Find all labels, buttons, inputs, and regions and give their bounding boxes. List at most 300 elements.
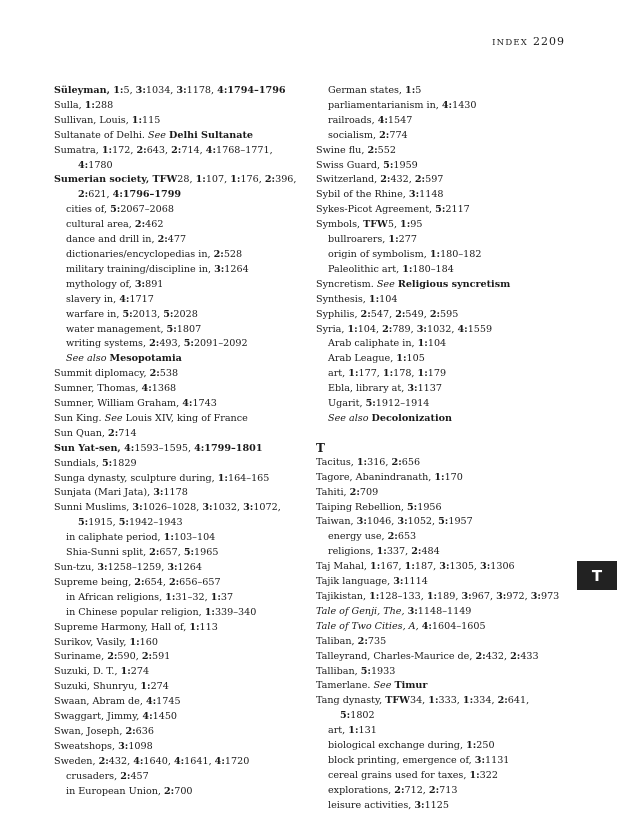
entry-text: 1912–1914 xyxy=(375,398,430,410)
entry-text: 891 xyxy=(145,278,164,290)
entry-text: 167, xyxy=(380,561,405,573)
entry-text: 547, xyxy=(370,308,396,320)
entry-text: 1957 xyxy=(448,516,473,528)
entry-text: Delhi Sultanate xyxy=(169,129,253,141)
entry-text: parliamentarianism in, xyxy=(328,99,442,111)
index-entry xyxy=(54,412,304,427)
entry-text: 177, xyxy=(358,368,383,380)
index-entry xyxy=(316,575,566,590)
entry-text: 164–165 xyxy=(227,472,270,484)
entry-text: 774 xyxy=(389,129,408,141)
index-entry xyxy=(54,710,304,725)
entry-text: 653 xyxy=(397,531,417,543)
entry-text: Tahiti, xyxy=(316,486,350,498)
entry-text: explorations, xyxy=(328,784,395,796)
index-subentry xyxy=(316,397,566,412)
entry-text: 3: xyxy=(176,85,187,96)
entry-text: military training/discipline in, xyxy=(66,263,215,275)
entry-text: 104 xyxy=(379,293,398,305)
entry-text: Tale of Genji, The, xyxy=(316,605,408,617)
entry-text: 5: xyxy=(407,501,418,513)
index-subentry xyxy=(54,308,304,323)
entry-text: 3: xyxy=(414,799,425,811)
index-entry xyxy=(316,605,566,620)
entry-text: 1098 xyxy=(128,740,153,752)
entry-text: 714 xyxy=(118,427,137,439)
entry-text: 1: xyxy=(382,368,394,380)
entry-text: Sunjata (Mari Jata), xyxy=(54,487,154,499)
entry-text: 3: xyxy=(153,487,164,499)
entry-text: 4: xyxy=(457,323,468,335)
entry-text: 1264 xyxy=(177,562,202,573)
entry-text: Sumerian society, TFW xyxy=(54,174,178,186)
entry-text: 1: xyxy=(405,85,416,96)
index-entry xyxy=(316,278,566,293)
entry-text: Tacitus, xyxy=(316,456,357,468)
entry-text: 3: xyxy=(496,591,507,602)
index-subentry xyxy=(316,352,566,367)
entry-text: religions, xyxy=(328,546,377,558)
entry-text: Summit diplomacy, xyxy=(54,368,150,380)
entry-text: 432, xyxy=(485,650,511,662)
entry-text: 1559 xyxy=(467,323,493,335)
entry-text: 2: xyxy=(171,144,182,156)
entry-text: energy use, xyxy=(328,531,388,543)
index-entry xyxy=(316,486,566,501)
entry-text: 1: xyxy=(140,681,151,693)
entry-text: Sweden, xyxy=(54,755,99,767)
entry-text: Suzuki, D. T., xyxy=(54,666,121,678)
entry-text: 1450 xyxy=(152,711,178,723)
entry-text: 2: xyxy=(168,576,180,588)
entry-text: 2117 xyxy=(445,204,470,216)
index-subentry xyxy=(54,591,304,606)
entry-text: 1: xyxy=(120,666,131,678)
index-entry xyxy=(316,323,566,338)
entry-text: 1114 xyxy=(403,576,428,588)
entry-text: in African religions, xyxy=(66,591,166,603)
index-subentry xyxy=(316,129,566,144)
entry-text: 2: xyxy=(108,427,119,439)
index-entry xyxy=(54,457,304,472)
entry-text: art, xyxy=(328,725,349,737)
entry-text: 1: xyxy=(462,695,474,707)
entry-text: 3: xyxy=(202,502,213,514)
index-entry xyxy=(316,188,566,203)
entry-text: Suriname, xyxy=(54,651,108,663)
index-subentry xyxy=(316,784,566,799)
entry-text: 1: xyxy=(376,546,387,558)
index-entry xyxy=(316,635,566,650)
entry-text: 4: xyxy=(124,442,135,454)
index-subentry xyxy=(316,248,566,263)
index-entry xyxy=(54,114,304,129)
index-entry xyxy=(316,159,566,174)
entry-text: 5: xyxy=(340,710,351,722)
entry-text: 113 xyxy=(199,621,218,633)
index-subentry xyxy=(316,382,566,397)
entry-text: 5: xyxy=(122,308,133,320)
entry-text: 5: xyxy=(118,517,129,529)
entry-text: Swaan, Abram de, xyxy=(54,696,146,708)
running-head xyxy=(492,35,565,48)
index-entry xyxy=(54,397,304,412)
entry-text: 277 xyxy=(398,234,417,246)
entry-text: 5: xyxy=(438,516,449,528)
entry-text: 1641, xyxy=(184,755,215,767)
index-entry xyxy=(316,218,566,233)
entry-text: 339–340 xyxy=(214,606,257,618)
entry-text: 1125 xyxy=(424,799,449,811)
index-entry xyxy=(316,308,566,323)
entry-text: 4: xyxy=(145,696,157,708)
entry-text: 1959 xyxy=(393,159,418,171)
index-entry xyxy=(54,472,304,487)
entry-text: Sun King. xyxy=(54,412,105,424)
entry-text: Sun Yat-sen, xyxy=(54,442,125,454)
entry-text: See xyxy=(373,680,395,692)
entry-text: 1: xyxy=(426,591,438,602)
entry-text: 3: xyxy=(439,561,450,573)
entry-text: 2: xyxy=(497,695,508,707)
entry-text: Swine flu, xyxy=(316,144,368,156)
entry-text: 1046, xyxy=(366,516,398,528)
entry-text: 1965 xyxy=(194,547,219,559)
entry-text: 2: xyxy=(429,308,441,320)
entry-text: biological exchange during, xyxy=(328,740,467,752)
entry-text: 2: xyxy=(414,174,426,186)
index-subentry xyxy=(316,114,566,129)
entry-text: 187, xyxy=(414,561,440,573)
entry-text: mythology of, xyxy=(66,278,135,290)
entry-text: Sybil of the Rhine, xyxy=(316,189,409,201)
index-entry xyxy=(316,650,566,665)
entry-text: 2: xyxy=(149,547,160,559)
entry-text: 1745 xyxy=(156,696,181,708)
entry-text: Paleolithic art, xyxy=(328,263,403,275)
entry-text: 1: xyxy=(368,293,380,305)
index-subentry xyxy=(54,203,304,218)
index-entry xyxy=(54,442,304,457)
entry-text: 1: xyxy=(402,263,413,275)
entry-text: 34, xyxy=(409,695,429,707)
entry-text: block printing, emergence of, xyxy=(328,754,475,766)
entry-text: 176, xyxy=(240,174,265,186)
index-entry xyxy=(54,636,304,651)
entry-text: Arab League, xyxy=(328,353,397,365)
entry-text: 2: xyxy=(164,785,175,797)
entry-text: 1: xyxy=(189,621,200,633)
entry-text: 5: xyxy=(183,547,195,559)
entry-text: 1: xyxy=(417,338,428,350)
index-subentry xyxy=(316,337,566,352)
index-subentry xyxy=(54,337,304,352)
entry-text: 1: xyxy=(347,323,358,335)
entry-text: 103–104 xyxy=(173,532,216,544)
index-subentry xyxy=(316,769,566,784)
entry-text: 1072, xyxy=(253,502,281,514)
index-entry xyxy=(316,679,566,694)
entry-text: 1026–1028, xyxy=(142,502,203,514)
entry-text: 3: xyxy=(407,383,418,395)
entry-text: 493, xyxy=(159,338,184,350)
entry-text: 105 xyxy=(406,353,425,365)
entry-text: 2: xyxy=(360,308,371,320)
entry-text: Swan, Joseph, xyxy=(54,725,126,737)
entry-text: 37 xyxy=(220,591,234,603)
entry-text: 5: xyxy=(365,398,376,410)
entry-text: 2: xyxy=(136,144,147,156)
entry-text: 2028 xyxy=(173,308,198,320)
entry-text: 4: xyxy=(119,293,130,305)
entry-text: in Chinese popular religion, xyxy=(66,606,205,618)
entry-text: Sultanate of Delhi. xyxy=(54,129,149,141)
entry-text: 1: xyxy=(356,456,368,468)
entry-text: 1: xyxy=(370,561,381,573)
entry-text: cities of, xyxy=(66,204,111,216)
entry-text: 1: xyxy=(388,234,399,246)
entry-text: Sumatra, xyxy=(54,144,102,156)
entry-text: 1: xyxy=(163,532,174,544)
index-entry xyxy=(54,725,304,740)
section-letter-heading: T xyxy=(316,440,325,455)
entry-text: 5: xyxy=(166,323,177,335)
entry-text: 2: xyxy=(157,234,168,246)
entry-text: 178, xyxy=(393,368,418,380)
entry-text: 2: xyxy=(428,784,440,796)
entry-text: 700 xyxy=(174,785,193,797)
entry-text: 5 xyxy=(415,85,422,96)
entry-text: 595 xyxy=(440,308,459,320)
index-entry xyxy=(54,367,304,382)
entry-text: 5, xyxy=(123,85,136,96)
right-column-bottom xyxy=(316,456,566,814)
right-column-top xyxy=(316,84,566,427)
entry-text: Syphilis, xyxy=(316,308,361,320)
entry-text: 1178 xyxy=(163,487,188,499)
index-entry xyxy=(54,84,304,99)
entry-text: 712, xyxy=(404,784,429,796)
entry-text: 2: xyxy=(149,368,160,380)
thumb-tab: T xyxy=(577,561,617,590)
entry-text: 636 xyxy=(135,725,154,737)
entry-text: 5: xyxy=(360,665,371,677)
entry-text: Süleyman, xyxy=(54,85,114,96)
entry-text: 484 xyxy=(421,546,440,558)
entry-text: Louis XIV, king of France xyxy=(125,412,248,424)
entry-text: 641, xyxy=(507,695,530,707)
entry-text: Tang dynasty, xyxy=(316,695,386,707)
entry-text: 538 xyxy=(159,368,179,380)
entry-text: 1720 xyxy=(224,755,250,767)
index-subentry xyxy=(316,263,566,278)
entry-text: 2: xyxy=(78,189,89,201)
entry-text: Arab caliphate in, xyxy=(328,338,418,350)
entry-text: 1780 xyxy=(88,159,113,171)
entry-text: 462 xyxy=(145,219,164,231)
index-subentry xyxy=(316,545,566,560)
entry-text: 3: xyxy=(408,189,420,201)
entry-text: 1178, xyxy=(186,85,218,96)
running-head-label: INDEX xyxy=(492,38,528,48)
entry-text: Sullivan, Louis, xyxy=(54,114,132,126)
index-entry xyxy=(54,501,304,531)
entry-text: 1: xyxy=(217,472,228,484)
entry-text: 1956 xyxy=(417,501,442,513)
index-entry xyxy=(54,740,304,755)
entry-text: Symbols, xyxy=(316,219,364,231)
entry-text: 274 xyxy=(130,666,150,678)
entry-text: 2: xyxy=(367,144,378,156)
entry-text: 4:1796–1799 xyxy=(112,189,182,201)
entry-text: 2: xyxy=(141,651,153,663)
entry-text: 2: xyxy=(382,323,393,335)
entry-text: Sun-tzu, xyxy=(54,562,98,573)
entry-text: 590, xyxy=(117,651,142,663)
entry-text: warfare in, xyxy=(66,308,123,320)
entry-text: TFW xyxy=(385,695,410,707)
index-subentry xyxy=(54,352,304,367)
entry-text: 1915, xyxy=(88,517,119,529)
entry-text: 973 xyxy=(540,591,560,602)
entry-text: Sun Quan, xyxy=(54,427,109,439)
entry-text: cereal grains used for taxes, xyxy=(328,769,470,781)
entry-text: Mesopotamia xyxy=(109,353,182,365)
entry-text: 1264 xyxy=(224,263,249,275)
entry-text: Sulla, xyxy=(54,99,85,111)
entry-text: 1: xyxy=(417,368,428,380)
entry-text: 2: xyxy=(213,248,224,260)
entry-text: Taliban, xyxy=(316,635,358,647)
entry-text: 1032, xyxy=(212,502,244,514)
entry-text: 131 xyxy=(358,725,377,737)
entry-text: 1: xyxy=(84,99,95,111)
entry-text: 621, xyxy=(88,189,113,201)
entry-text: 5: xyxy=(383,159,394,171)
index-subentry xyxy=(316,367,566,382)
left-column xyxy=(54,84,304,800)
entry-text: 1: xyxy=(165,591,176,603)
entry-text: 432, xyxy=(390,174,415,186)
entry-text: Shia-Sunni split, xyxy=(66,547,150,559)
entry-text: 432, xyxy=(108,755,134,767)
entry-text: 3: xyxy=(97,562,108,573)
entry-text: 1: xyxy=(469,769,480,781)
entry-text: 2: xyxy=(394,784,405,796)
entry-text: 5: xyxy=(110,204,121,216)
entry-text: 5: xyxy=(163,308,174,320)
index-subentry xyxy=(316,99,566,114)
entry-text: 128–133, xyxy=(379,591,427,602)
index-subentry xyxy=(54,546,304,561)
entry-text: 2: xyxy=(380,174,391,186)
index-entry xyxy=(54,382,304,397)
index-subentry xyxy=(54,218,304,233)
index-entry xyxy=(54,650,304,665)
entry-text: 1: xyxy=(129,636,140,648)
entry-text: Taiwan, xyxy=(316,516,357,528)
entry-text: Taiping Rebellion, xyxy=(316,501,407,513)
entry-text: 95 xyxy=(410,219,423,231)
entry-text: Supreme being, xyxy=(54,576,135,588)
entry-text: 2: xyxy=(134,576,145,588)
entry-text: 3: xyxy=(356,516,367,528)
entry-text: 656–657 xyxy=(179,576,221,588)
index-entry xyxy=(316,515,566,530)
entry-text: 3: xyxy=(480,561,491,573)
index-entry xyxy=(316,144,566,159)
entry-text: Sumner, Thomas, xyxy=(54,383,142,395)
entry-text: 2: xyxy=(264,174,276,186)
entry-text: 1052, xyxy=(407,516,439,528)
entry-text: Decolonization xyxy=(371,412,452,424)
entry-text: 657, xyxy=(159,547,184,559)
entry-text: 1: xyxy=(434,471,445,483)
index-subentry xyxy=(54,263,304,278)
entry-text: art, xyxy=(328,368,349,380)
entry-text: 180–184 xyxy=(412,263,454,275)
entry-text: 4: xyxy=(377,114,388,126)
entry-text: 2: xyxy=(149,338,160,350)
entry-text: 1305, xyxy=(449,561,481,573)
entry-text: 28, xyxy=(177,174,196,186)
index-entry xyxy=(54,695,304,710)
index-subentry xyxy=(54,233,304,248)
entry-text: 1: xyxy=(113,85,124,96)
index-entry xyxy=(54,144,304,174)
entry-text: 1: xyxy=(400,219,411,231)
index-subentry xyxy=(54,323,304,338)
entry-text: Talleyrand, Charles-Maurice de, xyxy=(316,650,476,662)
entry-text: 1: xyxy=(428,695,439,707)
entry-text: dictionaries/encyclopedias in, xyxy=(66,248,214,260)
entry-text: 709 xyxy=(359,486,379,498)
entry-text: 274 xyxy=(150,681,169,693)
entry-text: 2: xyxy=(395,308,406,320)
index-entry xyxy=(54,173,304,203)
entry-text: 2067–2068 xyxy=(120,204,174,216)
entry-text: Switzerland, xyxy=(316,174,381,186)
entry-text: 1430 xyxy=(452,99,477,111)
entry-text: 160 xyxy=(139,636,158,648)
index-entry xyxy=(316,560,566,575)
entry-text: Talliban, xyxy=(316,665,361,677)
entry-text: 3: xyxy=(530,591,541,602)
entry-text: 3: xyxy=(397,516,408,528)
index-entry xyxy=(316,293,566,308)
entry-text: in caliphate period, xyxy=(66,532,164,544)
index-subentry xyxy=(316,412,566,427)
index-entry xyxy=(316,590,566,605)
entry-text: 1942–1943 xyxy=(128,517,183,529)
index-subentry xyxy=(54,278,304,293)
entry-text: 179 xyxy=(427,368,447,380)
right-column xyxy=(316,84,566,814)
index-entry xyxy=(316,456,566,471)
index-entry xyxy=(316,471,566,486)
entry-text: 1: xyxy=(396,353,407,365)
index-entry xyxy=(316,665,566,680)
entry-text: 1032, xyxy=(426,323,458,335)
entry-text: 2: xyxy=(107,651,118,663)
entry-text: 1034, xyxy=(145,85,177,96)
entry-text: 3: xyxy=(132,502,143,514)
entry-text: 316, xyxy=(367,456,392,468)
index-subentry xyxy=(316,233,566,248)
entry-text: See xyxy=(104,412,126,424)
entry-text: Tale of Two Cities, A, xyxy=(316,620,422,632)
entry-text: 656 xyxy=(401,456,421,468)
